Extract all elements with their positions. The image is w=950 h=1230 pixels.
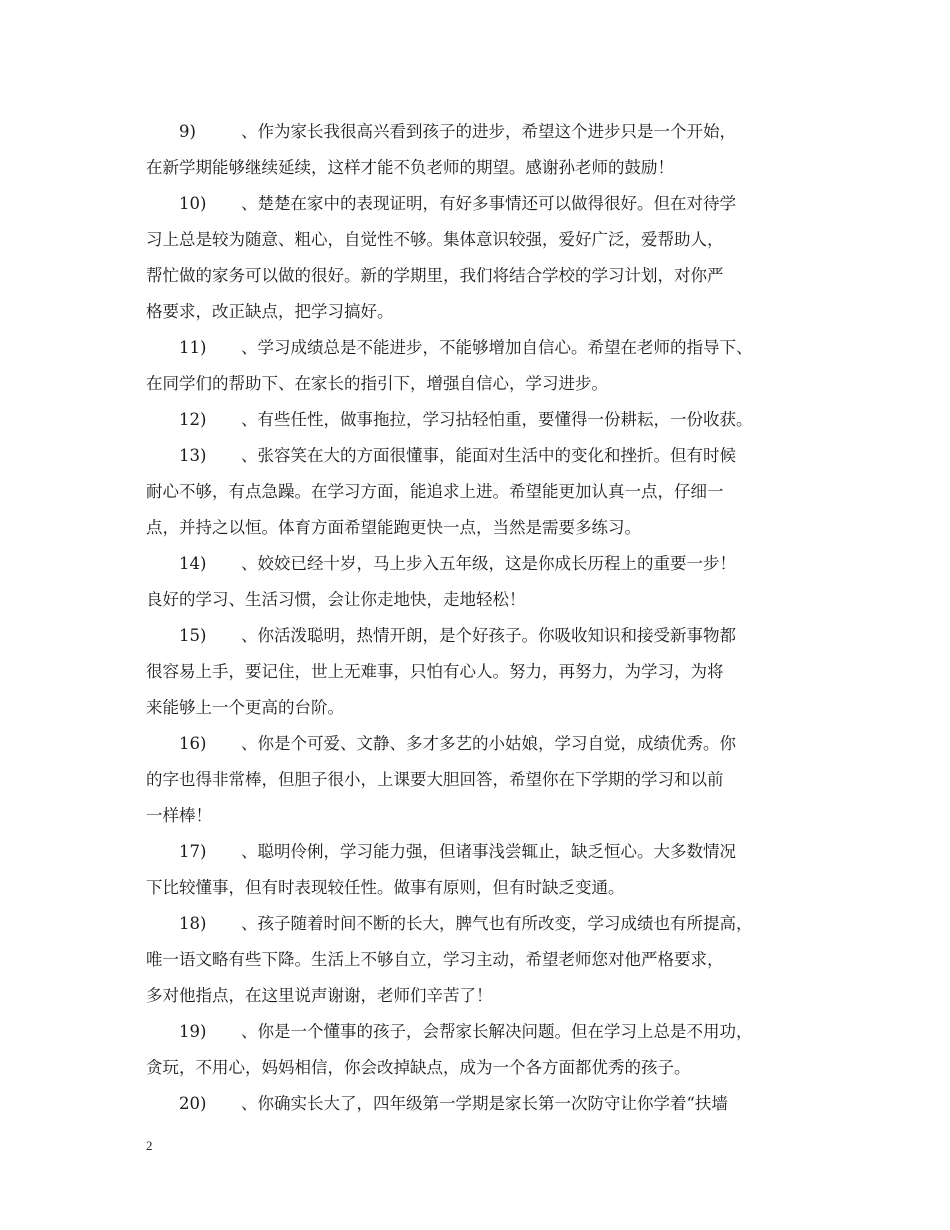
entry-text: 、张容笑在大的方面很懂事，能面对生活中的变化和挫折。但有时候 bbox=[241, 446, 736, 465]
entry-text: 在新学期能够继续延续，这样才能不负老师的期望。感谢孙老师的鼓励！ bbox=[146, 158, 674, 177]
entry-text: 的字也得非常棒，但胆子很小，上课要大胆回答，希望你在下学期的学习和以前 bbox=[146, 770, 724, 789]
entry-text: 、有些任性，做事拖拉，学习拈轻怕重，要懂得一份耕耘，一份收获。 bbox=[241, 410, 753, 429]
comment-entry bbox=[146, 186, 826, 330]
text-line bbox=[146, 798, 826, 834]
entry-number: 11) bbox=[179, 338, 207, 357]
text-line bbox=[146, 906, 826, 942]
text-line bbox=[146, 1086, 826, 1122]
entry-number: 12) bbox=[179, 410, 207, 429]
entry-number: 16) bbox=[179, 734, 207, 753]
entry-text: 、学习成绩总是不能进步，不能够增加自信心。希望在老师的指导下、 bbox=[241, 338, 753, 357]
text-line bbox=[146, 474, 826, 510]
entry-number: 10) bbox=[179, 194, 207, 213]
comment-entry bbox=[146, 1086, 826, 1122]
comment-entry bbox=[146, 726, 826, 834]
entry-text: 习上总是较为随意、粗心，自觉性不够。集体意识较强，爱好广泛，爱帮助人， bbox=[146, 230, 724, 249]
entry-text: 来能够上一个更高的台阶。 bbox=[146, 698, 344, 717]
comment-entry bbox=[146, 114, 826, 186]
text-line bbox=[146, 186, 826, 222]
text-line bbox=[146, 546, 826, 582]
entry-text: 唯一语文略有些下降。生活上不够自立，学习主动，希望老师您对他严格要求， bbox=[146, 950, 724, 969]
entry-text: 、你是一个懂事的孩子，会帮家长解决问题。但在学习上总是不用功， bbox=[241, 1022, 753, 1041]
entry-number: 20) bbox=[179, 1094, 207, 1113]
text-line bbox=[146, 582, 826, 618]
text-line bbox=[146, 258, 826, 294]
entry-text: 在同学们的帮助下、在家长的指引下，增强自信心，学习进步。 bbox=[146, 374, 608, 393]
text-line bbox=[146, 690, 826, 726]
entry-text: 、作为家长我很高兴看到孩子的进步，希望这个进步只是一个开始， bbox=[241, 122, 736, 141]
text-line bbox=[146, 870, 826, 906]
entry-text: 帮忙做的家务可以做的很好。新的学期里，我们将结合学校的学习计划，对你严 bbox=[146, 266, 724, 285]
text-line bbox=[146, 726, 826, 762]
text-line bbox=[146, 438, 826, 474]
entry-text: 、你是个可爱、文静、多才多艺的小姑娘，学习自觉，成绩优秀。你 bbox=[241, 734, 736, 753]
text-line bbox=[146, 1014, 826, 1050]
entry-text: 、姣姣已经十岁，马上步入五年级，这是你成长历程上的重要一步！ bbox=[241, 554, 736, 573]
entry-text: 一样棒！ bbox=[146, 806, 212, 825]
entry-text: 、聪明伶俐，学习能力强，但诸事浅尝辄止，缺乏恒心。大多数情况 bbox=[241, 842, 736, 861]
text-line bbox=[146, 222, 826, 258]
entry-text: 、孩子随着时间不断的长大，脾气也有所改变，学习成绩也有所提高， bbox=[241, 914, 753, 933]
comment-entry bbox=[146, 402, 826, 438]
comment-entry bbox=[146, 834, 826, 906]
text-line bbox=[146, 978, 826, 1014]
text-line bbox=[146, 654, 826, 690]
comment-entry bbox=[146, 438, 826, 546]
text-line bbox=[146, 942, 826, 978]
entry-text: 下比较懂事，但有时表现较任性。做事有原则，但有时缺乏变通。 bbox=[146, 878, 625, 897]
text-line bbox=[146, 402, 826, 438]
entry-number: 19) bbox=[179, 1022, 207, 1041]
comment-entry bbox=[146, 546, 826, 618]
comment-entry bbox=[146, 330, 826, 402]
entry-number: 18) bbox=[179, 914, 207, 933]
text-line bbox=[146, 294, 826, 330]
entry-text: 多对他指点，在这里说声谢谢，老师们辛苦了！ bbox=[146, 986, 493, 1005]
comment-entry bbox=[146, 1014, 826, 1086]
text-line bbox=[146, 510, 826, 546]
comment-entry bbox=[146, 618, 826, 726]
text-line bbox=[146, 1050, 826, 1086]
entry-text: 良好的学习、生活习惯，会让你走地快，走地轻松！ bbox=[146, 590, 526, 609]
entry-text: 很容易上手，要记住，世上无难事，只怕有心人。努力，再努力，为学习，为将 bbox=[146, 662, 724, 681]
text-line bbox=[146, 762, 826, 798]
entry-number: 9) bbox=[179, 122, 196, 141]
text-line bbox=[146, 330, 826, 366]
entry-text: 耐心不够，有点急躁。在学习方面，能追求上进。希望能更加认真一点，仔细一 bbox=[146, 482, 724, 501]
entry-text: 、你活泼聪明，热情开朗，是个好孩子。你吸收知识和接受新事物都 bbox=[241, 626, 736, 645]
entry-text: 格要求，改正缺点，把学习搞好。 bbox=[146, 302, 394, 321]
comment-entry bbox=[146, 906, 826, 1014]
text-line bbox=[146, 150, 826, 186]
text-line bbox=[146, 618, 826, 654]
text-line bbox=[146, 366, 826, 402]
entry-number: 13) bbox=[179, 446, 207, 465]
text-line bbox=[146, 114, 826, 150]
text-line bbox=[146, 834, 826, 870]
entry-number: 15) bbox=[179, 626, 207, 645]
entry-number: 17) bbox=[179, 842, 207, 861]
entry-text: 点，并持之以恒。体育方面希望能跑更快一点，当然是需要多练习。 bbox=[146, 518, 641, 537]
page-number: 2 bbox=[146, 1138, 153, 1153]
entry-text: 贪玩，不用心，妈妈相信，你会改掉缺点，成为一个各方面都优秀的孩子。 bbox=[146, 1058, 691, 1077]
entry-text: 、楚楚在家中的表现证明，有好多事情还可以做得很好。但在对待学 bbox=[241, 194, 736, 213]
entry-text: 、你确实长大了，四年级第一学期是家长第一次防守让你学着“扶墙 bbox=[241, 1094, 728, 1113]
entry-number: 14) bbox=[179, 554, 207, 573]
